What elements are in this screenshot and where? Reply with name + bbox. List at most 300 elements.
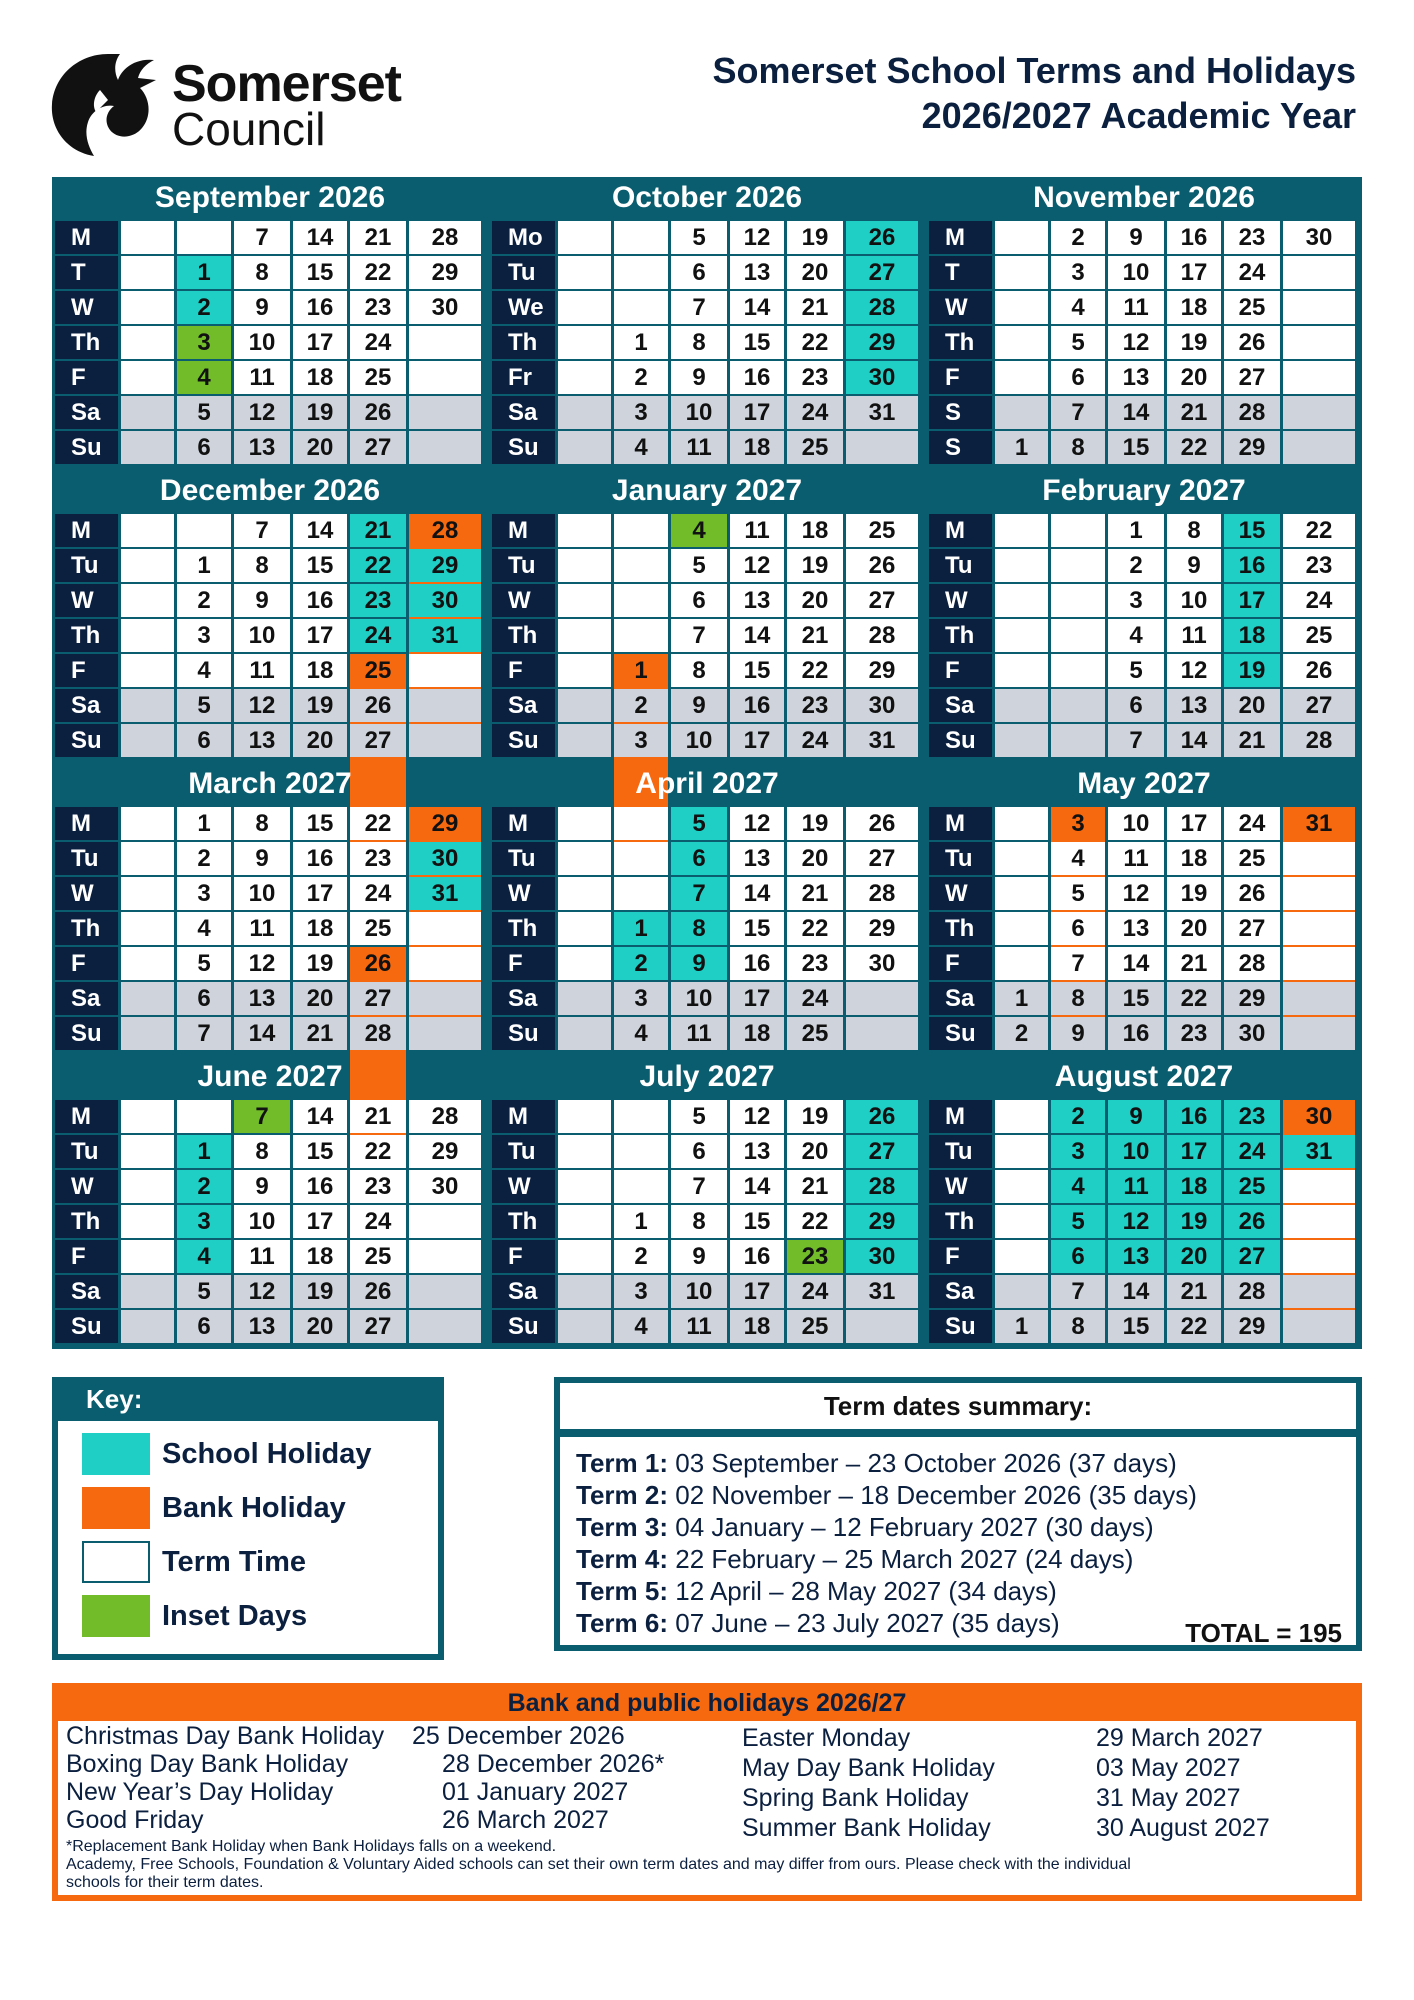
day-cell: [558, 584, 611, 617]
day-cell: [614, 619, 668, 652]
bank-holiday-name: Spring Bank Holiday: [742, 1784, 969, 1812]
day-cell: 20: [293, 724, 347, 757]
key-swatch: [82, 1541, 150, 1583]
day-cell: 14: [730, 877, 784, 910]
day-cell: 22: [350, 256, 406, 289]
term-dates: 07 June – 23 July 2027 (35 days): [675, 1608, 1060, 1638]
day-cell: [1051, 584, 1105, 617]
weekday-label: F: [492, 654, 555, 687]
day-cell: 3: [614, 396, 668, 429]
term-total: TOTAL = 195: [1185, 1618, 1342, 1648]
day-cell: 8: [234, 807, 290, 840]
weekday-label: Tu: [55, 1135, 118, 1168]
day-cell: 8: [1051, 1310, 1105, 1343]
weekday-label: Mo: [492, 221, 555, 254]
page-title-line1: Somerset School Terms and Holidays: [712, 50, 1356, 91]
day-cell: 5: [177, 947, 231, 980]
day-cell: 22: [787, 912, 843, 945]
day-cell: 16: [1108, 1017, 1164, 1050]
month-block: [52, 763, 488, 1056]
day-cell: 19: [293, 1275, 347, 1308]
day-cell: [614, 842, 668, 875]
weekday-label: W: [929, 877, 992, 910]
day-cell: 23: [1167, 1017, 1221, 1050]
month-block: [489, 177, 925, 470]
day-cell: [121, 1100, 174, 1133]
weekday-label: M: [929, 514, 992, 547]
day-cell: [121, 1240, 174, 1273]
day-cell: [409, 1275, 481, 1308]
day-cell: 23: [350, 842, 406, 875]
weekday-label: Tu: [929, 1135, 992, 1168]
weekday-label: Tu: [929, 842, 992, 875]
day-cell: [995, 689, 1048, 722]
day-cell: 13: [1108, 1240, 1164, 1273]
day-cell: [995, 396, 1048, 429]
day-cell: [409, 947, 481, 980]
day-cell: 15: [1108, 982, 1164, 1015]
day-cell: 27: [846, 1135, 918, 1168]
bank-note-replacement: *Replacement Bank Holiday when Bank Holidays falls on a weekend.: [66, 1838, 557, 1855]
day-cell: [558, 1017, 611, 1050]
day-cell: 25: [350, 1240, 406, 1273]
day-cell: 25: [1224, 1170, 1280, 1203]
weekday-label: Sa: [55, 1275, 118, 1308]
day-cell: 17: [293, 1205, 347, 1238]
day-cell: [1051, 514, 1105, 547]
day-cell: 4: [1108, 619, 1164, 652]
day-cell: 6: [671, 1135, 727, 1168]
day-cell: 21: [1167, 947, 1221, 980]
weekday-label: M: [929, 221, 992, 254]
day-cell: 31: [409, 877, 481, 910]
day-cell: 26: [846, 807, 918, 840]
weekday-label: Th: [55, 326, 118, 359]
day-cell: 16: [730, 361, 784, 394]
bank-holiday-date: 31 May 2027: [1096, 1784, 1241, 1812]
day-cell: [995, 1205, 1048, 1238]
day-cell: 21: [787, 619, 843, 652]
day-cell: [558, 842, 611, 875]
day-cell: 6: [1051, 361, 1105, 394]
day-cell: 11: [1108, 1170, 1164, 1203]
weekday-label: Sa: [929, 689, 992, 722]
day-cell: 18: [730, 1310, 784, 1343]
day-cell: [121, 1135, 174, 1168]
day-cell: 7: [671, 1170, 727, 1203]
weekday-label: Su: [929, 1017, 992, 1050]
weekday-label: Sa: [55, 689, 118, 722]
day-cell: 21: [1167, 396, 1221, 429]
day-cell: [995, 947, 1048, 980]
day-cell: 29: [409, 807, 481, 1025]
day-cell: 1: [995, 431, 1048, 464]
day-cell: 1: [995, 1310, 1048, 1343]
day-cell: [121, 1017, 174, 1050]
day-cell: 27: [1224, 361, 1280, 394]
weekday-label: F: [55, 947, 118, 980]
day-cell: 26: [350, 947, 406, 1165]
day-cell: 2: [995, 1017, 1048, 1050]
bank-holiday-name: Boxing Day Bank Holiday: [66, 1750, 349, 1778]
day-cell: 10: [234, 326, 290, 359]
day-cell: [558, 1275, 611, 1308]
day-cell: 1: [177, 1135, 231, 1168]
day-cell: 15: [1108, 431, 1164, 464]
day-cell: [121, 361, 174, 394]
day-cell: [1283, 842, 1355, 875]
day-cell: 6: [177, 431, 231, 464]
bank-holiday-name: New Year’s Day Holiday: [66, 1778, 334, 1806]
day-cell: 13: [730, 842, 784, 875]
day-cell: 18: [730, 431, 784, 464]
day-cell: 6: [177, 1310, 231, 1343]
day-cell: [558, 291, 611, 324]
day-cell: 25: [350, 654, 406, 872]
day-cell: 30: [846, 361, 918, 394]
key-swatch: [82, 1595, 150, 1637]
day-cell: [121, 326, 174, 359]
day-cell: 20: [1167, 1240, 1221, 1273]
day-cell: [995, 584, 1048, 617]
day-cell: 30: [409, 1170, 481, 1203]
day-cell: [1283, 947, 1355, 980]
day-cell: 27: [846, 842, 918, 875]
day-cell: 3: [1051, 807, 1105, 1025]
weekday-label: Sa: [492, 396, 555, 429]
day-cell: 28: [1224, 396, 1280, 429]
page-title: [712, 48, 1356, 138]
day-cell: 16: [293, 1170, 347, 1203]
day-cell: [995, 807, 1048, 840]
day-cell: 10: [671, 396, 727, 429]
day-cell: 28: [846, 1170, 918, 1203]
term-summary-box: [554, 1377, 1362, 1651]
term-row: [576, 1447, 1177, 1479]
term-dates: 02 November – 18 December 2026 (35 days): [675, 1480, 1197, 1510]
day-cell: [846, 1017, 918, 1050]
weekday-label: Th: [55, 912, 118, 945]
month-block: [926, 177, 1362, 470]
day-cell: 2: [177, 291, 231, 324]
weekday-label: Su: [55, 1310, 118, 1343]
day-cell: [1051, 549, 1105, 582]
day-cell: 24: [350, 619, 406, 652]
day-cell: 29: [409, 256, 481, 289]
day-cell: 6: [1051, 1240, 1105, 1273]
day-cell: 6: [177, 724, 231, 757]
day-cell: 5: [177, 396, 231, 429]
day-cell: 17: [730, 982, 784, 1015]
day-cell: 30: [846, 947, 918, 980]
day-cell: 29: [409, 1135, 481, 1168]
day-cell: 20: [293, 1310, 347, 1343]
day-cell: 28: [846, 877, 918, 910]
day-cell: [995, 221, 1048, 254]
day-cell: [1283, 431, 1355, 464]
day-cell: 16: [730, 1240, 784, 1273]
day-cell: 28: [409, 514, 481, 732]
day-cell: [614, 256, 668, 289]
day-cell: 11: [671, 1310, 727, 1343]
day-cell: 18: [730, 1017, 784, 1050]
day-cell: 4: [177, 912, 231, 945]
day-cell: 3: [1108, 584, 1164, 617]
day-cell: 12: [234, 947, 290, 980]
weekday-label: W: [55, 584, 118, 617]
day-cell: 9: [234, 584, 290, 617]
day-cell: 20: [293, 982, 347, 1015]
day-cell: [177, 514, 231, 547]
day-cell: [995, 291, 1048, 324]
day-cell: 1: [1108, 514, 1164, 547]
weekday-label: Th: [55, 1205, 118, 1238]
day-cell: 26: [350, 396, 406, 429]
day-cell: [1283, 291, 1355, 324]
day-cell: 19: [293, 947, 347, 980]
calendar-grid: [52, 177, 1362, 1349]
dragon-logo-icon: [48, 50, 166, 158]
day-cell: 15: [293, 807, 347, 840]
day-cell: [1283, 326, 1355, 359]
day-cell: 29: [1224, 982, 1280, 1015]
day-cell: 23: [350, 584, 406, 617]
day-cell: 2: [1108, 549, 1164, 582]
day-cell: 25: [787, 431, 843, 464]
day-cell: [558, 1310, 611, 1343]
day-cell: 21: [293, 1017, 347, 1050]
day-cell: 1: [177, 807, 231, 840]
day-cell: 12: [730, 221, 784, 254]
page-title-line2: 2026/2027 Academic Year: [921, 95, 1356, 136]
day-cell: [558, 361, 611, 394]
term-label: Term 2:: [576, 1480, 668, 1510]
term-summary-title: Term dates summary:: [560, 1383, 1356, 1429]
day-cell: [995, 1135, 1048, 1168]
weekday-label: Su: [55, 1017, 118, 1050]
month-title: February 2027: [1042, 474, 1246, 507]
day-cell: 12: [234, 396, 290, 429]
weekday-label: M: [55, 1100, 118, 1133]
day-cell: 27: [350, 982, 406, 1015]
day-cell: 5: [177, 1275, 231, 1308]
day-cell: [1283, 1310, 1355, 1343]
day-cell: 8: [671, 654, 727, 687]
month-grid: [929, 1100, 1359, 1345]
day-cell: 9: [1167, 549, 1221, 582]
day-cell: 3: [177, 619, 231, 652]
day-cell: [558, 1135, 611, 1168]
day-cell: 29: [1224, 431, 1280, 464]
weekday-label: Sa: [55, 982, 118, 1015]
day-cell: 15: [293, 256, 347, 289]
month-title: October 2026: [611, 181, 803, 214]
day-cell: [995, 361, 1048, 394]
key-label: Bank Holiday: [162, 1492, 346, 1524]
day-cell: 27: [350, 724, 406, 757]
day-cell: 9: [234, 291, 290, 324]
month-block: [489, 1056, 925, 1349]
day-cell: 6: [671, 842, 727, 875]
day-cell: [995, 514, 1048, 547]
day-cell: 24: [787, 724, 843, 757]
term-label: Term 6:: [576, 1608, 668, 1638]
day-cell: 24: [1224, 256, 1280, 289]
day-cell: 11: [671, 431, 727, 464]
weekday-label: M: [492, 807, 555, 840]
day-cell: 12: [1108, 877, 1164, 910]
month-grid: [929, 221, 1359, 466]
bank-holiday-name: Christmas Day Bank Holiday: [66, 1722, 385, 1750]
day-cell: 14: [730, 1170, 784, 1203]
day-cell: 22: [787, 654, 843, 687]
day-cell: 25: [787, 1017, 843, 1050]
weekday-label: Th: [929, 1205, 992, 1238]
day-cell: 6: [177, 982, 231, 1015]
day-cell: [121, 1310, 174, 1343]
day-cell: 30: [846, 1240, 918, 1273]
day-cell: 19: [787, 1100, 843, 1133]
day-cell: 18: [293, 912, 347, 945]
day-cell: [614, 1135, 668, 1168]
day-cell: 11: [1108, 842, 1164, 875]
day-cell: [121, 396, 174, 429]
day-cell: 13: [1108, 361, 1164, 394]
day-cell: 22: [1167, 431, 1221, 464]
bank-holidays-box: [52, 1683, 1362, 1901]
bank-holiday-name: Summer Bank Holiday: [742, 1814, 991, 1842]
day-cell: 19: [787, 221, 843, 254]
day-cell: 23: [1283, 549, 1355, 582]
key-label: Term Time: [162, 1546, 306, 1578]
day-cell: 9: [671, 947, 727, 980]
bank-holiday-date: 30 August 2027: [1096, 1814, 1270, 1842]
term-label: Term 5:: [576, 1576, 668, 1606]
month-grid: [55, 221, 485, 466]
weekday-label: Fr: [492, 361, 555, 394]
day-cell: 14: [293, 1100, 347, 1133]
day-cell: 2: [177, 842, 231, 875]
day-cell: 27: [846, 584, 918, 617]
day-cell: 20: [1224, 689, 1280, 722]
weekday-label: Su: [492, 724, 555, 757]
day-cell: [558, 877, 611, 910]
day-cell: 21: [1167, 1275, 1221, 1308]
weekday-label: M: [929, 807, 992, 840]
bank-holiday-date: 03 May 2027: [1096, 1754, 1241, 1782]
term-dates: 03 September – 23 October 2026 (37 days): [675, 1448, 1177, 1478]
day-cell: 28: [846, 619, 918, 652]
day-cell: 4: [1051, 291, 1105, 324]
weekday-label: Su: [929, 724, 992, 757]
day-cell: 25: [350, 912, 406, 945]
weekday-label: Sa: [55, 396, 118, 429]
month-title: September 2026: [154, 181, 386, 214]
council-logo: [48, 50, 428, 160]
day-cell: 14: [730, 291, 784, 324]
day-cell: 21: [350, 221, 406, 254]
day-cell: [409, 982, 481, 1015]
day-cell: [121, 982, 174, 1015]
day-cell: 16: [1167, 1100, 1221, 1133]
day-cell: 31: [846, 1275, 918, 1308]
day-cell: [177, 1100, 231, 1133]
day-cell: 16: [730, 947, 784, 980]
day-cell: 10: [671, 982, 727, 1015]
day-cell: 24: [787, 982, 843, 1015]
day-cell: 5: [1051, 877, 1105, 910]
term-summary-body: [560, 1437, 1356, 1648]
day-cell: 11: [730, 514, 784, 547]
day-cell: 22: [787, 1205, 843, 1238]
day-cell: 25: [1283, 619, 1355, 652]
day-cell: 13: [730, 256, 784, 289]
bank-holiday-date: 01 January 2027: [442, 1778, 629, 1806]
day-cell: 16: [730, 689, 784, 722]
day-cell: 14: [730, 619, 784, 652]
bank-holidays-title: Bank and public holidays 2026/27: [507, 1689, 907, 1717]
day-cell: 21: [787, 291, 843, 324]
day-cell: 6: [1108, 689, 1164, 722]
day-cell: [121, 1170, 174, 1203]
weekday-label: S: [929, 431, 992, 464]
day-cell: 18: [1224, 619, 1280, 652]
day-cell: 29: [846, 654, 918, 687]
weekday-label: Th: [492, 912, 555, 945]
weekday-label: Sa: [492, 1275, 555, 1308]
day-cell: 21: [787, 1170, 843, 1203]
day-cell: 22: [1167, 982, 1221, 1015]
day-cell: 6: [1051, 912, 1105, 945]
day-cell: 27: [1224, 1240, 1280, 1273]
day-cell: 14: [234, 1017, 290, 1050]
day-cell: 14: [1108, 947, 1164, 980]
day-cell: 16: [1167, 221, 1221, 254]
day-cell: 4: [614, 1310, 668, 1343]
day-cell: 13: [234, 982, 290, 1015]
day-cell: 1: [177, 549, 231, 582]
month-block: [52, 177, 488, 470]
day-cell: 31: [846, 396, 918, 429]
day-cell: 24: [350, 1205, 406, 1238]
day-cell: 29: [409, 549, 481, 582]
day-cell: 30: [1224, 1017, 1280, 1050]
day-cell: 14: [1108, 396, 1164, 429]
month-grid: [55, 807, 485, 1052]
day-cell: 5: [1051, 326, 1105, 359]
day-cell: 4: [177, 361, 231, 394]
day-cell: 17: [1167, 256, 1221, 289]
day-cell: 25: [350, 361, 406, 394]
day-cell: 24: [787, 1275, 843, 1308]
key-label: Inset Days: [162, 1600, 308, 1632]
weekday-label: F: [929, 361, 992, 394]
day-cell: 2: [614, 361, 668, 394]
day-cell: [409, 689, 481, 722]
month-title: July 2027: [639, 1060, 775, 1093]
day-cell: 8: [1051, 982, 1105, 1015]
day-cell: 2: [614, 689, 668, 722]
key-swatch: [82, 1487, 150, 1529]
weekday-label: Tu: [55, 842, 118, 875]
day-cell: 10: [234, 877, 290, 910]
day-cell: 1: [614, 912, 668, 945]
day-cell: 18: [1167, 291, 1221, 324]
day-cell: 15: [730, 326, 784, 359]
day-cell: [995, 1240, 1048, 1273]
day-cell: [614, 1170, 668, 1203]
weekday-label: M: [492, 514, 555, 547]
